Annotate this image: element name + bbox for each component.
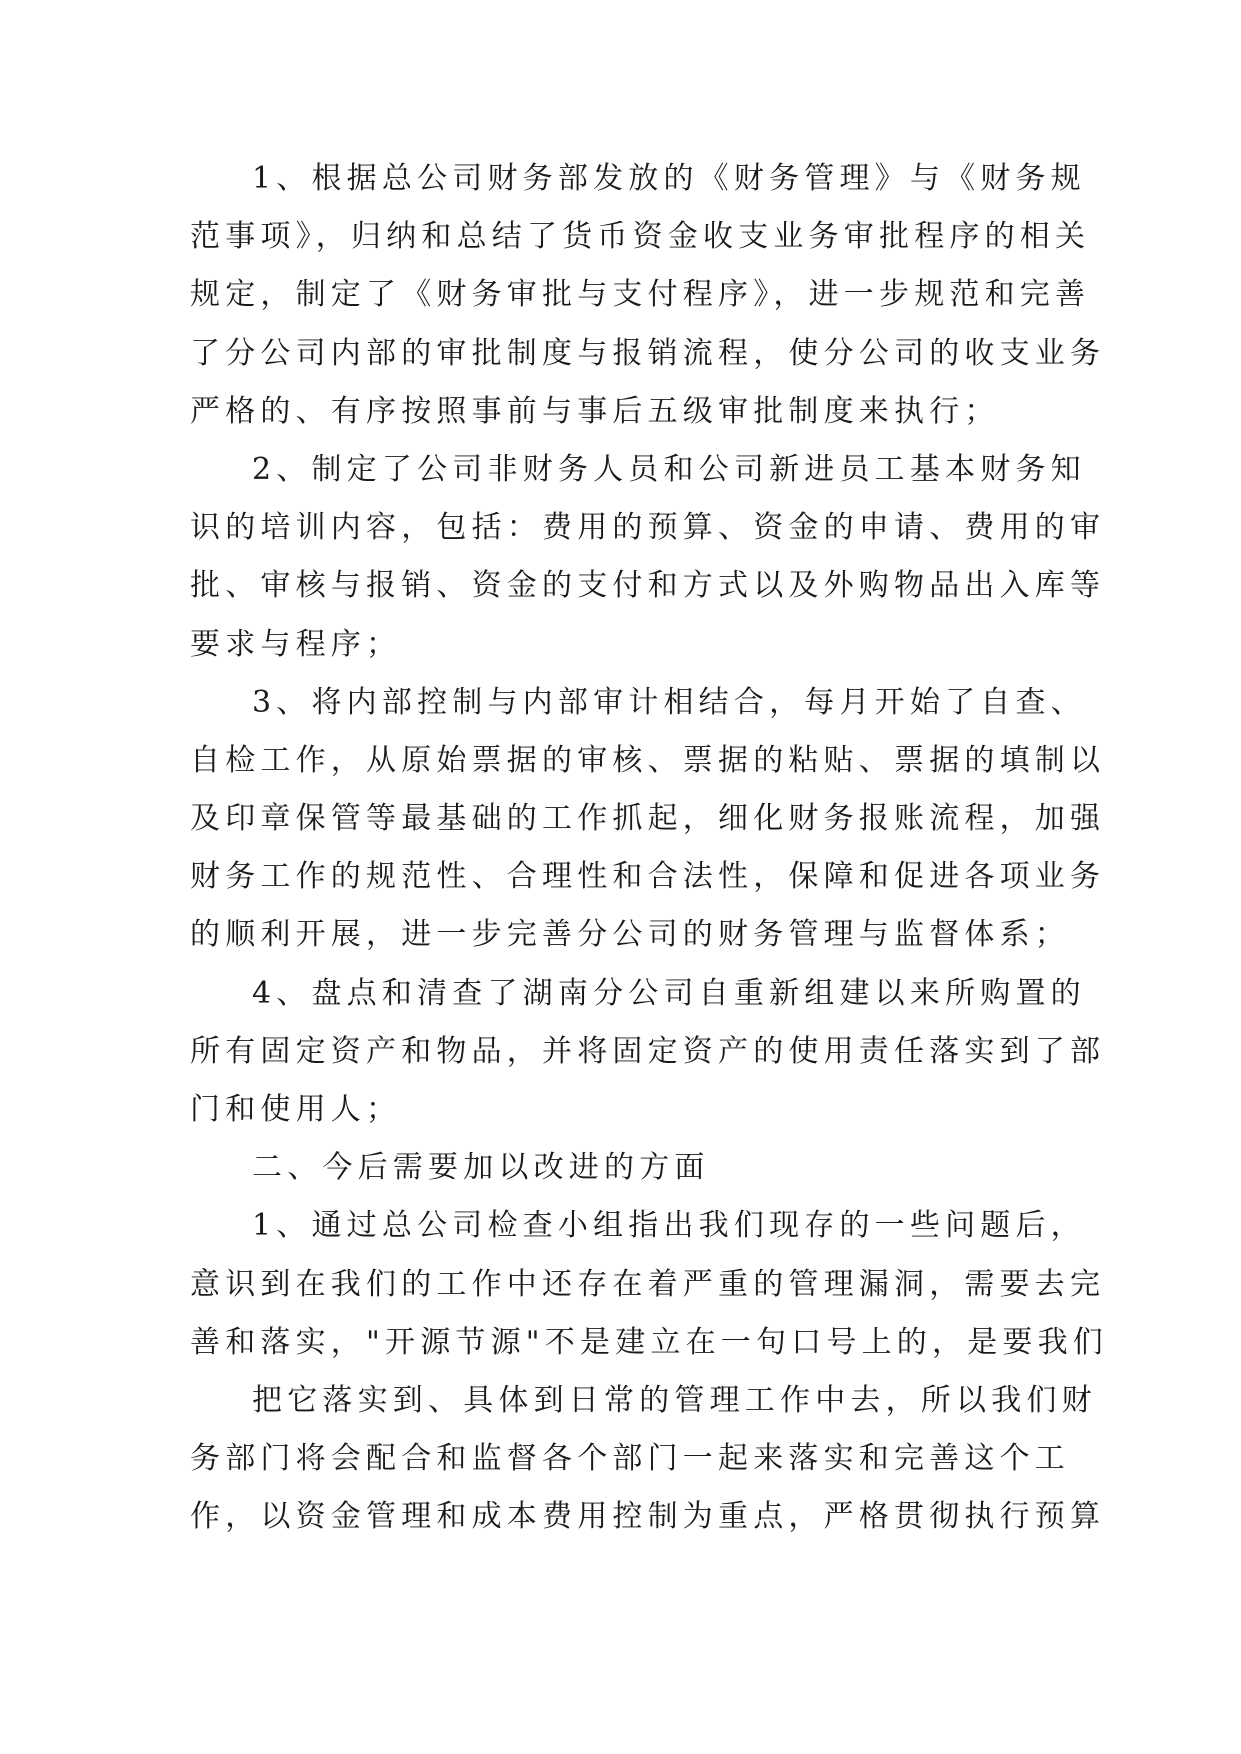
text-line: 务部门将会配合和监督各个部门一起来落实和完善这个工: [190, 1441, 1070, 1477]
section-heading: 二、今后需要加以改进的方面: [252, 1150, 710, 1186]
text-line: 及印章保管等最基础的工作抓起，细化财务报账流程，加强: [190, 801, 1106, 837]
text-line: 把它落实到、具体到日常的管理工作中去，所以我们财: [252, 1382, 1097, 1418]
text-line: 门和使用人；: [190, 1092, 402, 1127]
text-line: 的顺利开展，进一步完善分公司的财务管理与监督体系；: [190, 917, 1070, 953]
text-line: 意识到在我们的工作中还存在着严重的管理漏洞，需要去完: [190, 1266, 1106, 1302]
text-line: 财务工作的规范性、合理性和合法性，保障和促进各项业务: [190, 859, 1106, 895]
text-line: 严格的、有序按照事前与事后五级审批制度来执行；: [190, 393, 1000, 429]
text-line: 要求与程序；: [190, 626, 402, 662]
text-line: 1、根据总公司财务部发放的《财务管理》与《财务规: [252, 161, 1086, 196]
text-line: 善和落实，"开源节源"不是建立在一句口号上的，是要我们: [190, 1324, 1108, 1360]
text-line: 批、审核与报销、资金的支付和方式以及外购物品出入库等: [190, 568, 1106, 604]
text-line: 所有固定资产和物品，并将固定资产的使用责任落实到了部: [190, 1033, 1106, 1069]
text-line: 范事项》，归纳和总结了货币资金收支业务审批程序的相关: [190, 219, 1091, 255]
text-line: 4、盘点和清查了湖南分公司自重新组建以来所购置的: [252, 975, 1086, 1011]
document-body: [190, 150, 1108, 1547]
text-line: 3、将内部控制与内部审计相结合，每月开始了自查、: [252, 684, 1086, 720]
text-line: 2、制定了公司非财务人员和公司新进员工基本财务知: [252, 451, 1086, 487]
text-line: 规定，制定了《财务审批与支付程序》，进一步规范和完善: [190, 277, 1091, 313]
text-line: 1、通过总公司检查小组指出我们现存的一些问题后，: [252, 1208, 1086, 1244]
text-line: 了分公司内部的审批制度与报销流程，使分公司的收支业务: [190, 335, 1106, 371]
text-line: 自检工作，从原始票据的审核、票据的粘贴、票据的填制以: [190, 742, 1106, 778]
text-line: 作，以资金管理和成本费用控制为重点，严格贯彻执行预算: [190, 1499, 1106, 1535]
text-line: 识的培训内容，包括：费用的预算、资金的申请、费用的审: [190, 510, 1106, 546]
